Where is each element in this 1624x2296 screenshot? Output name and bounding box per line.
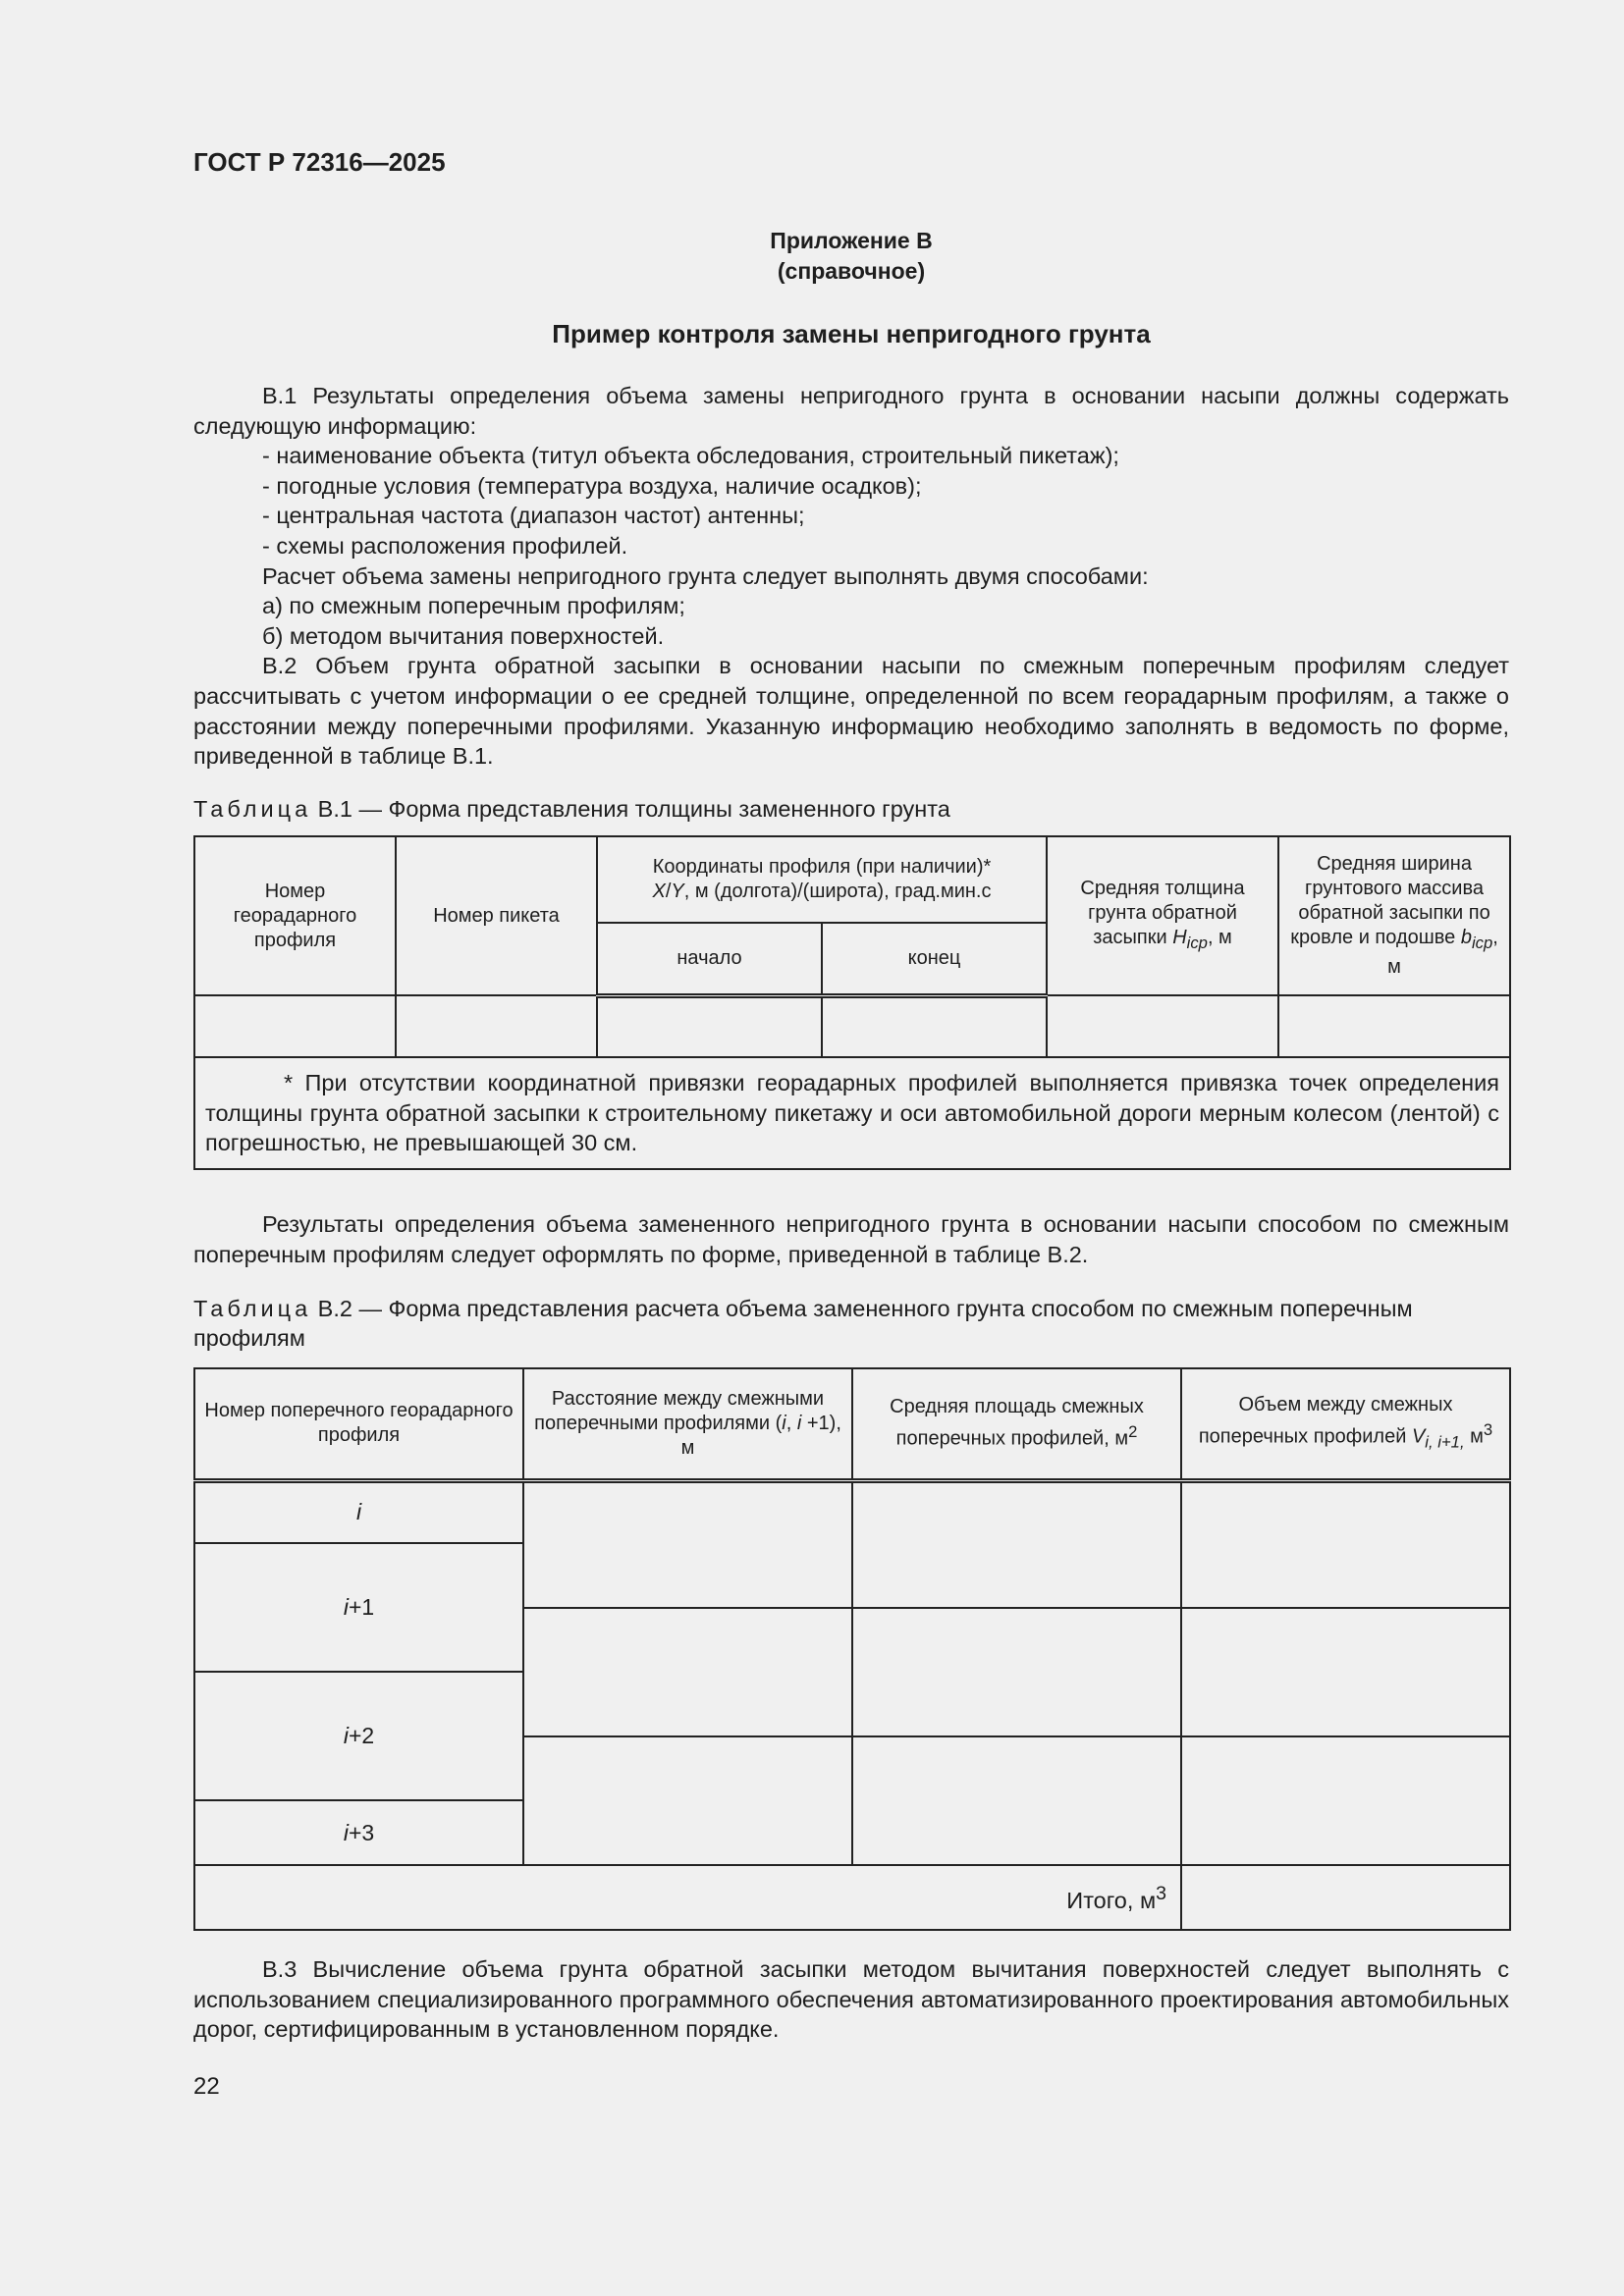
t1-footnote (194, 1057, 1510, 1169)
t2-row-label (194, 1800, 523, 1865)
table-b2 (193, 1367, 1511, 1931)
t2-distance-i: i (782, 1412, 786, 1434)
t1-header-start: начало (597, 923, 822, 995)
t2-volume-text: Объем между смежных поперечных профилей (1198, 1393, 1453, 1448)
t1-coords-line1: Координаты профиля (при наличии)* (652, 856, 992, 878)
t1-header-end: конец (822, 923, 1047, 995)
annex-heading (193, 226, 1509, 287)
b1-item: - наименование объекта (титул объекта обследования, строительный пикетаж); (262, 443, 1119, 469)
b1-intro: В.1 Результаты определения объема замены непригодного грунта в основании насыпи должны содержать следующую информацию: (193, 383, 1509, 439)
between-paragraph (193, 1209, 1509, 1269)
t2-header-volume (1181, 1368, 1510, 1480)
t1-cell (396, 995, 597, 1057)
t1-width-unit: , м (1387, 927, 1498, 978)
t2-row-var: i (343, 1594, 349, 1620)
t1-header-coordinates (597, 836, 1047, 923)
t1-coords-rest: , м (долгота)/(широта), град.мин.с (683, 881, 992, 902)
t1-width-sub: icp (1471, 934, 1493, 952)
t2-row-label (194, 1480, 523, 1543)
t2-cell (1181, 1608, 1510, 1736)
b1-item: - погодные условия (температура воздуха, наличие осадков); (262, 472, 922, 499)
t1-cell (194, 995, 396, 1057)
t1-cell (1278, 995, 1510, 1057)
t1-thickness-symbol: H (1172, 927, 1187, 948)
table2-caption-word: Таблица (193, 1296, 312, 1321)
t1-coords-x: X (652, 881, 666, 902)
t2-distance-rest: +1), м (680, 1412, 841, 1459)
t1-width-symbol: b (1460, 927, 1472, 948)
table1-caption (193, 794, 1509, 824)
t2-header-profile-number: Номер поперечного георадарного профиля (194, 1368, 523, 1480)
t1-cell (1047, 995, 1278, 1057)
t2-distance-comma: , (785, 1412, 797, 1434)
table2-caption (193, 1294, 1509, 1353)
t2-row-var: i (343, 1723, 349, 1748)
t1-thickness-unit: , м (1207, 927, 1232, 948)
t1-width-text: Средняя ширина грунтового массива обратной засыпки по кровле и подошве (1290, 853, 1490, 948)
t2-row-suffix: +3 (348, 1819, 375, 1845)
between-text: Результаты определения объема замененного непригодного грунта в основании насыпи способом по смежным поперечным профилям следует оформлять по форме, приведенной в таблице В.2. (193, 1211, 1509, 1267)
t1-coords-slash: / (665, 881, 672, 902)
t1-thickness-sub: icp (1186, 934, 1208, 952)
t2-row-suffix: +2 (348, 1723, 375, 1748)
t2-distance-text: Расстояние между смежными поперечными профилями ( (534, 1387, 825, 1434)
t2-total-text: Итого, м (1066, 1887, 1157, 1913)
annex-type: (справочное) (777, 258, 926, 284)
b1-methods-intro: Расчет объема замены непригодного грунта следует выполнять двумя способами: (262, 562, 1149, 589)
table-b1 (193, 835, 1511, 1170)
t2-volume-sub: i, i+1, (1425, 1432, 1465, 1452)
t1-header-width (1278, 836, 1510, 995)
annex-title: Приложение В (770, 228, 933, 253)
clause-b1 (193, 381, 1509, 772)
t2-total-sup: 3 (1156, 1883, 1166, 1905)
t2-volume-unit: м (1464, 1425, 1484, 1448)
t2-row-suffix: +1 (348, 1594, 375, 1620)
t2-volume-sup: 3 (1483, 1419, 1493, 1439)
b1-method: б) методом вычитания поверхностей. (262, 622, 665, 649)
t2-cell (1181, 1480, 1510, 1608)
t2-area-sup: 2 (1128, 1422, 1138, 1442)
b2-text: В.2 Объем грунта обратной засыпки в основании насыпи по смежным поперечным профилям следует рассчитывать с учетом информации о ее средней толщине, определенной по всем георадарным профилям, а также о расстоянии между поперечными профилями. Указанную информацию необходимо заполнять в ведомость по форме, приведенной в таблице В.1. (193, 653, 1509, 770)
t2-header-distance (523, 1368, 852, 1480)
t2-volume-symbol: V (1411, 1425, 1426, 1448)
table2-caption-text: В.2 — Форма представления расчета объема замененного грунта способом по смежным поперечным профилям (193, 1296, 1413, 1351)
t1-cell (597, 995, 822, 1057)
t2-row-label (194, 1543, 523, 1672)
t2-row-var: i (355, 1499, 362, 1525)
table1-caption-word: Таблица (193, 796, 312, 822)
t2-cell (852, 1736, 1181, 1865)
t1-header-profile-number: Номер георадарного профиля (194, 836, 396, 995)
t2-header-area (852, 1368, 1181, 1480)
t1-header-thickness (1047, 836, 1278, 995)
t2-distance-i2: i (796, 1412, 802, 1434)
t2-cell (523, 1736, 852, 1865)
table1-caption-text: В.1 — Форма представления толщины замененного грунта (311, 796, 950, 822)
t1-coords-y: Y (671, 881, 684, 902)
t1-header-picket-number: Номер пикета (396, 836, 597, 995)
t2-row-var: i (343, 1819, 349, 1845)
t2-cell (852, 1480, 1181, 1608)
page-number: 22 (193, 2073, 220, 2100)
t2-cell (1181, 1736, 1510, 1865)
b3-text: В.3 Вычисление объема грунта обратной засыпки методом вычитания поверхностей следует выполнять с использованием специализированного программного обеспечения автоматизированного проектирования автомобильных дорог, сертифицированным в установленном порядке. (193, 1956, 1509, 2043)
t1-thickness-text: Средняя толщина грунта обратной засыпки (1080, 878, 1245, 948)
section-title: Пример контроля замены непригодного грунта (552, 319, 1151, 348)
standard-code: ГОСТ Р 72316—2025 (193, 147, 446, 177)
t1-cell (822, 995, 1047, 1057)
t2-row-label (194, 1672, 523, 1800)
t2-area-text: Средняя площадь смежных поперечных профилей, м (890, 1396, 1144, 1451)
b1-item: - схемы расположения профилей. (262, 532, 628, 559)
b1-item: - центральная частота (диапазон частот) антенны; (262, 503, 805, 529)
t2-total-cell (1181, 1865, 1510, 1930)
t2-cell (523, 1480, 852, 1608)
t2-total-label (194, 1865, 1181, 1930)
t2-cell (852, 1608, 1181, 1736)
t1-footnote-text: * При отсутствии координатной привязки георадарных профилей выполняется привязка точек определения толщины грунта обратной засыпки к строительному пикетажу и оси автомобильной дороги мерным колесом (лентой) с погрешностью, не превышающей 30 см. (205, 1070, 1500, 1156)
t2-cell (523, 1608, 852, 1736)
clause-b3 (193, 1954, 1509, 2045)
b1-method: а) по смежным поперечным профилям; (262, 593, 685, 619)
